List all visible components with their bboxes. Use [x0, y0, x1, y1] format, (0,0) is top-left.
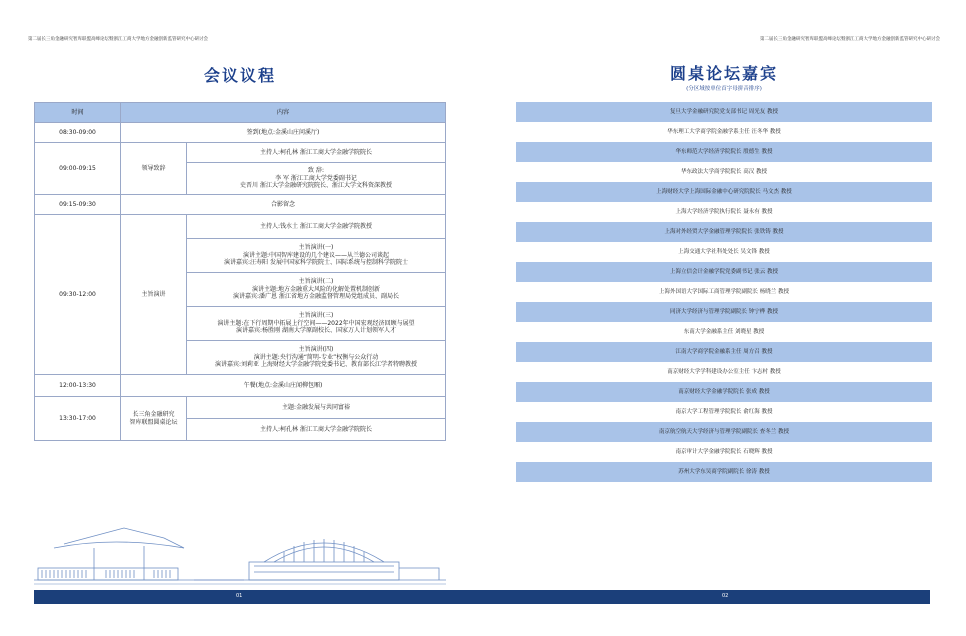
running-header-right: 第二届长三角金融研究智库联盟高峰论坛暨浙江工商大学地方金融创新监管研究中心研讨会 [760, 37, 940, 42]
guest-row: 华东政法大学商学院院长 高汉 教授 [516, 162, 932, 182]
guest-row: 上海立信会计金融学院党委副书记 张云 教授 [516, 262, 932, 282]
page-number-right: 02 [722, 593, 729, 599]
agenda-table [34, 102, 446, 441]
header-time: 时间 [35, 103, 121, 123]
table-header-row [35, 103, 446, 123]
guest-row: 华东师范大学经济学院院长 殷德生 教授 [516, 142, 932, 162]
content-cell: 主持人:柯孔林 浙江工商大学金融学院院长 [187, 143, 446, 163]
content-line: 主旨演讲(二) [298, 277, 334, 285]
content-cell [187, 273, 446, 307]
content-cell: 午餐(地点:金溪山庄闻柳包厢) [121, 375, 446, 397]
content-line: 李 军 浙江工商大学党委副书记 [275, 174, 357, 182]
guest-row: 上海交通大学社科处处长 吴文锋 教授 [516, 242, 932, 262]
guest-row: 南京大学工程管理学院院长 俞红海 教授 [516, 402, 932, 422]
session-cell: 主旨演讲 [121, 215, 187, 375]
content-cell [187, 239, 446, 273]
content-line: 演讲嘉宾:潘广恩 浙江省地方金融监督管理局党组成员、副局长 [233, 293, 399, 301]
content-cell: 主题:金融发展与共同富裕 [187, 397, 446, 419]
content-cell: 主持人:钱水土 浙江工商大学金融学院教授 [187, 215, 446, 239]
guest-row: 江南大学商学院金融系主任 周方召 教授 [516, 342, 932, 362]
content-line: 主旨演讲(四) [298, 345, 334, 353]
guest-row: 复旦大学金融研究院党支部书记 周光友 教授 [516, 102, 932, 122]
table-row [35, 215, 446, 239]
content-line: 史晋川 浙江大学金融研究院院长、浙江大学文科资深教授 [240, 182, 392, 190]
table-row [35, 195, 446, 215]
guest-row: 南京财经大学学科建设办公室主任 卞志村 教授 [516, 362, 932, 382]
content-line: 演讲主题:中国智库建设的几个建议——从兰德公司谈起 [242, 251, 390, 259]
content-cell [187, 307, 446, 341]
time-cell: 12:00-13:30 [35, 375, 121, 397]
time-cell: 08:30-09:00 [35, 123, 121, 143]
guests-subtitle: (分区域按单位首字母拼音排序) [686, 86, 762, 92]
agenda-title: 会议议程 [203, 66, 276, 85]
guest-row: 南京财经大学金融学院院长 张成 教授 [516, 382, 932, 402]
content-line: 演讲嘉宾:汪寿阳 发展中国家科学院院士、国际系统与控制科学院院士 [224, 259, 408, 267]
time-cell: 09:15-09:30 [35, 195, 121, 215]
content-line: 智库联盟圆桌论坛 [129, 418, 178, 426]
content-line: 演讲主题:在下行周期中拓展上行空间——2022年中国宏观经济回顾与展望 [217, 319, 415, 327]
guest-row: 同济大学经济与管理学院副院长 钟宁桦 教授 [516, 302, 932, 322]
content-cell: 主持人:柯孔林 浙江工商大学金融学院院长 [187, 419, 446, 441]
content-line: 演讲主题:央行沟通“简明-专业”权衡与公众行动 [253, 353, 379, 361]
guest-row: 苏州大学东吴商学院副院长 徐涛 教授 [516, 462, 932, 482]
guests-title: 圆桌论坛嘉宾 [669, 64, 778, 83]
guest-row: 上海财经大学上海国际金融中心研究院院长 马文杰 教授 [516, 182, 932, 202]
guest-list [516, 102, 932, 482]
content-line: 致 辞: [308, 166, 324, 174]
agenda-page [34, 64, 446, 441]
footer-bar [34, 590, 930, 604]
time-cell: 09:30-12:00 [35, 215, 121, 375]
table-row [35, 123, 446, 143]
running-header-left: 第二届长三角金融研究智库联盟高峰论坛暨浙江工商大学地方金融创新监管研究中心研讨会 [28, 37, 208, 42]
content-line: 长三角金融研究 [132, 410, 175, 418]
content-line: 演讲主题:地方金融重大风险的化解处置机制创新 [251, 285, 381, 293]
guest-row: 南京审计大学金融学院院长 石晓辉 教授 [516, 442, 932, 462]
campus-building-illustration [34, 518, 446, 590]
page-number-left: 01 [236, 593, 243, 599]
content-line: 主旨演讲(三) [298, 311, 334, 319]
session-cell [121, 397, 187, 441]
guest-row: 南京航空航天大学经济与管理学院副院长 查冬兰 教授 [516, 422, 932, 442]
guest-row: 上海对外经贸大学金融管理学院院长 张铁铸 教授 [516, 222, 932, 242]
guest-row: 华东理工大学商学院金融学系主任 汪冬华 教授 [516, 122, 932, 142]
content-line: 演讲嘉宾:杨胜刚 湖南大学原副校长、国家万人计划领军人才 [236, 327, 396, 335]
content-cell: 合影留念 [121, 195, 446, 215]
table-row [35, 397, 446, 419]
session-cell: 领导致辞 [121, 143, 187, 195]
table-row [35, 143, 446, 163]
time-cell: 13:30-17:00 [35, 397, 121, 441]
content-cell [187, 163, 446, 195]
content-cell [187, 341, 446, 375]
guest-row: 上海大学经济学院执行院长 聂永有 教授 [516, 202, 932, 222]
guest-row: 上海外国语大学国际工商管理学院副院长 杨晓兰 教授 [516, 282, 932, 302]
table-row [35, 375, 446, 397]
content-line: 演讲嘉宾:刘莉亚 上海财经大学金融学院党委书记、教育部长江学者特聘教授 [215, 361, 417, 369]
content-cell: 签到(地点:金溪山庄问溪厅) [121, 123, 446, 143]
content-line: 主旨演讲(一) [298, 243, 334, 251]
guest-row: 东南大学金融系主任 刘晓星 教授 [516, 322, 932, 342]
time-cell: 09:00-09:15 [35, 143, 121, 195]
header-content: 内容 [121, 103, 446, 123]
guests-page [516, 64, 932, 482]
